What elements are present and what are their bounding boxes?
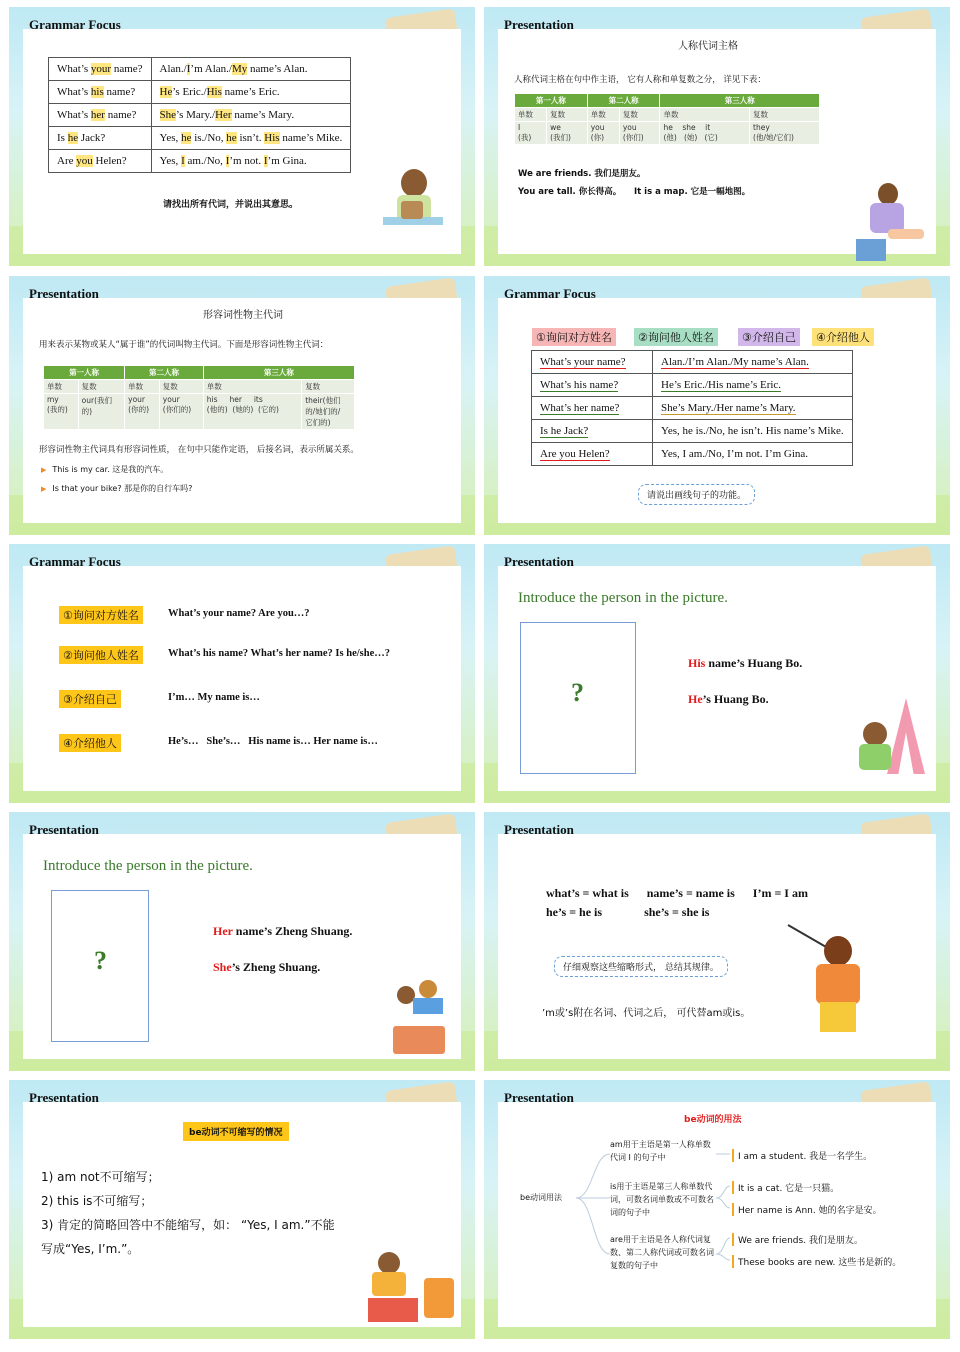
reading-girl-illustration: [848, 179, 928, 264]
pronoun-row: [44, 394, 355, 430]
pattern-text: What’s his name? What’s her name? Is he/she…?: [168, 648, 390, 659]
answer-text: Yes, he is./No, he isn’t. His name’s Mike.: [661, 425, 844, 437]
number-header: 单数: [515, 108, 547, 122]
question-text: Helen?: [92, 155, 127, 167]
pattern-text: I’m… My name is…: [168, 692, 260, 703]
highlight-word: Her: [213, 924, 233, 938]
question-text: What’s her name?: [540, 402, 620, 414]
table-row: [49, 81, 351, 104]
header-row: [515, 94, 820, 108]
number-header: 单数: [203, 380, 301, 394]
pronoun-highlight: I: [263, 155, 268, 167]
kids-with-books-illustration: [368, 1248, 458, 1326]
question-text: Are: [57, 155, 77, 167]
table-row: [49, 104, 351, 127]
pronoun-cell: he she it (他) (她) (它): [660, 122, 750, 145]
kids-reading-illustration: [383, 976, 455, 1056]
number-header: 单数: [125, 380, 160, 394]
slide-title: Grammar Focus: [29, 17, 121, 32]
function-tag: ②询问他人姓名: [634, 328, 718, 346]
rule-1: 1) am not不可缩写；: [41, 1170, 160, 1184]
pronoun-highlight: her: [90, 109, 105, 121]
branch-are: are用于主语是各人称代词复数、第二人称代词或可数名词复数的句子中: [610, 1235, 714, 1270]
answer-text: Yes,: [159, 132, 182, 144]
pronoun-highlight: His: [206, 86, 222, 98]
question-cell: [49, 104, 152, 127]
pattern-text: What’s your name? Are you…?: [168, 608, 310, 619]
answer-text: am./No,: [184, 155, 226, 167]
answer-text: Alan./: [159, 63, 187, 75]
number-header: 复数: [547, 108, 588, 122]
contraction-line-1: what’s = what is name’s = name is I’m = I am: [546, 886, 808, 900]
slide-title: Presentation: [504, 1090, 574, 1105]
number-header: 复数: [78, 380, 124, 394]
answer-cell: [653, 397, 853, 420]
answer-text: ’m Gina.: [267, 155, 307, 167]
picture-placeholder: [520, 622, 636, 774]
answer-text: Yes, I am./No, I’m not. I’m Gina.: [661, 448, 809, 460]
answer-cell: [151, 127, 351, 150]
pronoun-highlight: he: [67, 132, 79, 144]
possessive-table: [43, 365, 355, 430]
heading: 人称代词主格: [678, 41, 738, 52]
grammar-table: [531, 350, 853, 466]
answer-text: Yes,: [159, 155, 182, 167]
pronoun-cell: my (我的): [44, 394, 79, 430]
pronoun-highlight: He: [159, 86, 173, 98]
rule-3: 3) 肯定的简略回答中不能缩写，如： “Yes, I am.”不能: [41, 1218, 335, 1232]
pattern-text: He’s… She’s… His name is… Her name is…: [168, 736, 378, 747]
slide-card: [498, 1102, 936, 1327]
connector: [576, 1198, 610, 1254]
rule: 形容词性物主代词具有形容词性质， 在句中只能作定语， 后接名词，表示所属关系。: [39, 445, 359, 455]
slide-title: Presentation: [504, 822, 574, 837]
question-cell: [49, 81, 152, 104]
number-header: 复数: [619, 108, 660, 122]
question-text: Are you Helen?: [540, 448, 610, 460]
boy-with-letter-a-illustration: [853, 698, 933, 788]
rule: ’m或’s附在名词、代词之后， 可代替am或is。: [542, 1008, 751, 1019]
girl-illustration: [383, 169, 443, 254]
question-text: What’s his name?: [540, 379, 619, 391]
pronoun-cell: your (你的): [125, 394, 160, 430]
answer-text: ’s Mary./: [176, 109, 216, 121]
answer-text: ’s Eric./: [172, 86, 207, 98]
rule-tag: be动词不可缩写的情况: [183, 1122, 289, 1141]
question-cell: [532, 443, 653, 466]
line-text: name’s Huang Bo.: [705, 656, 803, 670]
table-row: [49, 58, 351, 81]
branch-is: is用于主语是第三人称单数代词，可数名词单数或不可数名词的句子中: [610, 1182, 714, 1217]
heading: be动词的用法: [684, 1115, 742, 1125]
question-cell: [532, 374, 653, 397]
question-cell: [532, 397, 653, 420]
slide-title: Grammar Focus: [29, 554, 121, 569]
heading: Introduce the person in the picture.: [518, 590, 728, 606]
picture-placeholder: [51, 890, 149, 1042]
pronoun-highlight: he: [226, 132, 237, 144]
person-header: 第二人称: [125, 366, 204, 380]
table-row: [532, 351, 853, 374]
pronoun-table: [514, 93, 820, 145]
example-2: You are tall. 你长得高。: [518, 187, 622, 197]
question-text: What’s your name?: [540, 356, 626, 368]
question-text: What’s: [57, 63, 91, 75]
slide-5: [9, 544, 475, 803]
slide-card: [23, 566, 461, 791]
question-cell: [532, 420, 653, 443]
number-header: 单数: [587, 108, 619, 122]
answer-text: He’s Eric./His name’s Eric.: [661, 379, 782, 391]
answer-cell: [151, 81, 351, 104]
question-text: Is: [57, 132, 68, 144]
pronoun-cell: we (我们): [547, 122, 588, 145]
pronoun-highlight: your: [90, 63, 112, 75]
slide-7: [9, 812, 475, 1071]
slide-card: [23, 834, 461, 1059]
connector: [716, 1186, 730, 1198]
heading: 形容词性物主代词: [203, 310, 283, 321]
slide-card: [23, 298, 461, 523]
table-row: [532, 420, 853, 443]
connector: [716, 1198, 730, 1208]
pronoun-row: [515, 122, 820, 145]
question-text: name?: [104, 109, 137, 121]
slide-card: [23, 1102, 461, 1327]
pronoun-highlight: I: [181, 155, 185, 167]
slide-8: [484, 812, 950, 1071]
line-2: [688, 692, 769, 707]
slide-title: Presentation: [29, 1090, 99, 1105]
slide-card: [23, 29, 461, 254]
table-row: [532, 374, 853, 397]
question-text: Is he Jack?: [540, 425, 589, 437]
function-tag: ①询问对方姓名: [532, 328, 616, 346]
slide-6: [484, 544, 950, 803]
function-tag: ①询问对方姓名: [59, 606, 143, 624]
person-header: 第三人称: [203, 366, 354, 380]
answer-text: is./No,: [191, 132, 227, 144]
rule-2: 2) this is不可缩写；: [41, 1194, 153, 1208]
pronoun-highlight: his: [90, 86, 104, 98]
function-tag: ④介绍他人: [812, 328, 874, 346]
question-mark: ?: [571, 678, 584, 707]
answer-cell: [653, 443, 853, 466]
number-header: 复数: [302, 380, 355, 394]
number-header: 单数: [44, 380, 79, 394]
pronoun-cell: you (你): [587, 122, 619, 145]
mindmap-root: be动词用法: [520, 1193, 562, 1202]
teacher-illustration: [798, 924, 878, 1054]
answer-cell: [151, 104, 351, 127]
number-header: 复数: [159, 380, 203, 394]
question-text: Jack?: [78, 132, 106, 144]
person-header: 第一人称: [515, 94, 588, 108]
pronoun-highlight: I: [186, 63, 191, 75]
connector: [716, 1254, 730, 1260]
example-2: ▶ Is that your bike? 那是你的自行车吗?: [41, 483, 192, 494]
answer-cell: [653, 351, 853, 374]
function-tag: ③介绍自己: [59, 690, 121, 708]
slide-title: Presentation: [504, 554, 574, 569]
pronoun-cell: your (你们的): [159, 394, 203, 430]
example-is-1: It is a cat. 它是一只猫。: [732, 1181, 839, 1194]
branch-am: am用于主语是第一人称单数代词 I 的句子中: [610, 1140, 711, 1162]
slide-card: [498, 834, 936, 1059]
answer-text: name’s Eric.: [221, 86, 280, 98]
answer-text: name’s Mike.: [279, 132, 343, 144]
example-are-1: We are friends. 我们是朋友。: [732, 1233, 863, 1246]
function-tag: ③介绍自己: [738, 328, 800, 346]
slide-title: Grammar Focus: [504, 286, 596, 301]
highlight-word: His: [688, 656, 706, 670]
pronoun-highlight: His: [264, 132, 280, 144]
pronoun-highlight: My: [231, 63, 248, 75]
number-header: 单数: [660, 108, 750, 122]
function-tag: ④介绍他人: [59, 734, 121, 752]
pronoun-cell: you (你们): [619, 122, 660, 145]
table-row: [49, 127, 351, 150]
slide-2: [484, 7, 950, 266]
question-text: name?: [111, 63, 143, 75]
question-text: What’s: [57, 86, 91, 98]
contraction-line-2: he’s = he is she’s = she is: [546, 905, 710, 919]
pronoun-cell: their(他们 的/她们的/ 它们的): [302, 394, 355, 430]
example-is-2: Her name is Ann. 她的名字是安。: [732, 1203, 882, 1216]
answer-cell: [653, 374, 853, 397]
connector: [576, 1154, 610, 1198]
question-cell: [49, 58, 152, 81]
slide-title: Presentation: [29, 822, 99, 837]
example-am: I am a student. 我是一名学生。: [732, 1149, 872, 1162]
slide-10: [484, 1080, 950, 1339]
instruction: 请找出所有代词，并说出其意思。: [163, 200, 299, 210]
answer-cell: [653, 420, 853, 443]
subheader-row: [44, 380, 355, 394]
pronoun-highlight: he: [181, 132, 192, 144]
instruction-bubble: 仔细观察这些缩略形式， 总结其规律。: [554, 956, 728, 977]
answer-text: Alan./I’m Alan./My name’s Alan.: [661, 356, 809, 368]
pronoun-highlight: I: [225, 155, 230, 167]
slide-title: Presentation: [29, 286, 99, 301]
line-text: ’s Huang Bo.: [702, 692, 769, 706]
example-1: ▶ This is my car. 这是我的汽车。: [41, 464, 168, 475]
person-header: 第二人称: [587, 94, 660, 108]
answer-text: name’s Alan.: [247, 63, 308, 75]
slide-card: [498, 29, 936, 254]
slide-title: Presentation: [504, 17, 574, 32]
rule-3-continued: 写成“Yes, I’m.”。: [41, 1242, 140, 1256]
answer-text: name’s Mary.: [231, 109, 295, 121]
line-1: [688, 656, 802, 671]
line-1: [213, 924, 352, 939]
slide-3: [9, 276, 475, 535]
intro: 用来表示某物或某人“属于谁”的代词叫物主代词。下面是形容词性物主代词：: [39, 340, 329, 350]
subheader-row: [515, 108, 820, 122]
example-are-2: These books are new. 这些书是新的。: [732, 1255, 901, 1268]
person-header: 第一人称: [44, 366, 125, 380]
slide-card: [498, 298, 936, 523]
intro: 人称代词主格在句中作主语， 它有人称和单复数之分， 详见下表：: [514, 75, 766, 85]
table-row: [49, 150, 351, 173]
answer-text: ’m not.: [229, 155, 264, 167]
pronoun-cell: I (我): [515, 122, 547, 145]
answer-cell: [151, 58, 351, 81]
pronoun-highlight: She: [159, 109, 177, 121]
question-cell: [49, 127, 152, 150]
line-2: [213, 960, 320, 975]
slide-1: [9, 7, 475, 266]
heading: Introduce the person in the picture.: [43, 858, 253, 874]
answer-text: She’s Mary./Her name’s Mary.: [661, 402, 796, 414]
connector: [716, 1238, 730, 1254]
answer-text: isn’t.: [236, 132, 265, 144]
example-1: We are friends. 我们是朋友。: [518, 169, 646, 179]
table-row: [532, 397, 853, 420]
highlight-word: She: [213, 960, 232, 974]
example-3: It is a map. 它是一幅地图。: [634, 187, 751, 197]
pronoun-highlight: you: [76, 155, 93, 167]
table-row: [532, 443, 853, 466]
line-text: ’s Zheng Shuang.: [231, 960, 321, 974]
question-text: What’s: [57, 109, 91, 121]
question-text: name?: [103, 86, 136, 98]
slide-9: [9, 1080, 475, 1339]
slide-4: [484, 276, 950, 535]
pronoun-highlight: Her: [215, 109, 232, 121]
question-cell: [532, 351, 653, 374]
pronoun-cell: they (他/她/它们): [750, 122, 820, 145]
question-mark: ?: [94, 946, 107, 975]
pronoun-cell: our(我们 的): [78, 394, 124, 430]
number-header: 复数: [750, 108, 820, 122]
function-tag: ②询问他人姓名: [59, 646, 143, 664]
question-cell: [49, 150, 152, 173]
answer-cell: [151, 150, 351, 173]
header-row: [44, 366, 355, 380]
slide-card: [498, 566, 936, 791]
person-header: 第三人称: [660, 94, 820, 108]
line-text: name’s Zheng Shuang.: [232, 924, 353, 938]
pronoun-cell: his her its (他的) (她的) (它的): [203, 394, 301, 430]
answer-text: ’m Alan./: [190, 63, 232, 75]
instruction-bubble: 请说出画线句子的功能。: [638, 484, 755, 505]
highlight-word: He: [688, 692, 703, 706]
grammar-table: [48, 57, 351, 173]
